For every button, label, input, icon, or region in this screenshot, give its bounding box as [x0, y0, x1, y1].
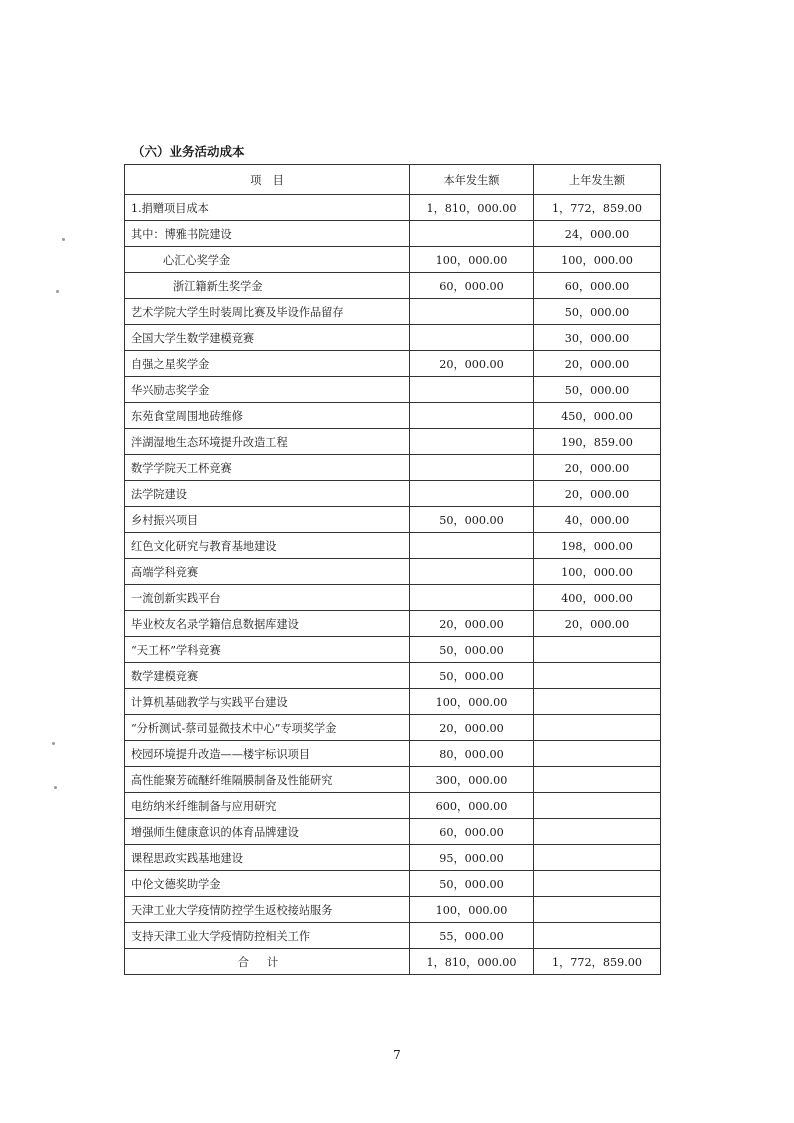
table-row [125, 273, 661, 299]
row-item-name: 红色文化研究与教育基地建设 [125, 533, 410, 559]
row-item-name: 毕业校友名录学籍信息数据库建设 [125, 611, 410, 637]
row-previous-amount [534, 897, 661, 923]
row-item-name: 心汇心奖学金 [125, 247, 410, 273]
row-previous-amount [534, 663, 661, 689]
row-current-amount [410, 481, 534, 507]
row-current-amount: 20，000.00 [410, 611, 534, 637]
row-current-amount [410, 559, 534, 585]
row-current-amount: 100，000.00 [410, 247, 534, 273]
row-current-amount: 55，000.00 [410, 923, 534, 949]
table-row [125, 585, 661, 611]
row-current-amount: 50，000.00 [410, 637, 534, 663]
table-row [125, 923, 661, 949]
table-row [125, 299, 661, 325]
row-previous-amount [534, 819, 661, 845]
row-previous-amount: 20，000.00 [534, 351, 661, 377]
row-previous-amount [534, 689, 661, 715]
row-previous-amount: 100，000.00 [534, 559, 661, 585]
row-previous-amount: 20，000.00 [534, 455, 661, 481]
table-row [125, 377, 661, 403]
table-row [125, 559, 661, 585]
table-row [125, 845, 661, 871]
table-row [125, 793, 661, 819]
row-current-amount: 1，810，000.00 [410, 195, 534, 221]
table-row [125, 507, 661, 533]
table-header-row [125, 165, 661, 195]
row-previous-amount [534, 793, 661, 819]
row-previous-amount: 50，000.00 [534, 299, 661, 325]
row-item-name: 东苑食堂周围地砖维修 [125, 403, 410, 429]
row-item-name: 自强之星奖学金 [125, 351, 410, 377]
row-previous-amount: 198，000.00 [534, 533, 661, 559]
total-previous-amount: 1，772，859.00 [534, 949, 661, 975]
table-row [125, 325, 661, 351]
row-current-amount: 300，000.00 [410, 767, 534, 793]
row-item-name: 浙江籍新生奖学金 [125, 273, 410, 299]
header-previous-year: 上年发生额 [534, 165, 661, 195]
scan-speck [62, 238, 65, 241]
scan-speck [52, 742, 55, 745]
table-row [125, 455, 661, 481]
row-item-name: 乡村振兴项目 [125, 507, 410, 533]
header-current-year: 本年发生额 [410, 165, 534, 195]
page-number: 7 [393, 1048, 401, 1062]
row-current-amount: 60，000.00 [410, 819, 534, 845]
table-row [125, 689, 661, 715]
table-row [125, 247, 661, 273]
table-row [125, 741, 661, 767]
row-item-name: 全国大学生数学建模竞赛 [125, 325, 410, 351]
table-row [125, 221, 661, 247]
row-previous-amount: 40，000.00 [534, 507, 661, 533]
row-item-name: 校园环境提升改造——楼宇标识项目 [125, 741, 410, 767]
row-item-name: 天津工业大学疫情防控学生返校接站服务 [125, 897, 410, 923]
row-item-name: 计算机基础教学与实践平台建设 [125, 689, 410, 715]
row-item-name: 一流创新实践平台 [125, 585, 410, 611]
row-current-amount [410, 403, 534, 429]
row-previous-amount: 1，772，859.00 [534, 195, 661, 221]
total-current-amount: 1，810，000.00 [410, 949, 534, 975]
row-previous-amount: 50，000.00 [534, 377, 661, 403]
table-row [125, 429, 661, 455]
row-item-name: 其中：博雅书院建设 [125, 221, 410, 247]
row-previous-amount [534, 923, 661, 949]
total-row [125, 949, 661, 975]
row-item-name: 增强师生健康意识的体育品牌建设 [125, 819, 410, 845]
row-current-amount [410, 299, 534, 325]
row-previous-amount [534, 767, 661, 793]
row-item-name: 高端学科竞赛 [125, 559, 410, 585]
table-row [125, 819, 661, 845]
row-previous-amount: 190，859.00 [534, 429, 661, 455]
row-item-name: 高性能聚芳硫醚纤维隔膜制备及性能研究 [125, 767, 410, 793]
row-item-name: 华兴励志奖学金 [125, 377, 410, 403]
row-current-amount: 50，000.00 [410, 507, 534, 533]
row-item-name: 课程思政实践基地建设 [125, 845, 410, 871]
row-previous-amount: 20，000.00 [534, 481, 661, 507]
scan-speck [56, 290, 59, 293]
table-row [125, 897, 661, 923]
table-row [125, 637, 661, 663]
row-previous-amount: 100，000.00 [534, 247, 661, 273]
row-previous-amount [534, 871, 661, 897]
row-item-name: 中伦文德奖助学金 [125, 871, 410, 897]
row-previous-amount [534, 715, 661, 741]
row-previous-amount: 30，000.00 [534, 325, 661, 351]
row-previous-amount: 450，000.00 [534, 403, 661, 429]
row-current-amount: 20，000.00 [410, 715, 534, 741]
row-current-amount: 80，000.00 [410, 741, 534, 767]
row-current-amount: 100，000.00 [410, 897, 534, 923]
row-previous-amount [534, 741, 661, 767]
row-current-amount: 20，000.00 [410, 351, 534, 377]
table-row [125, 481, 661, 507]
total-label: 合计 [125, 949, 410, 975]
row-item-name: 1.捐赠项目成本 [125, 195, 410, 221]
row-previous-amount: 20，000.00 [534, 611, 661, 637]
row-current-amount: 100，000.00 [410, 689, 534, 715]
table-row [125, 611, 661, 637]
row-item-name: 数学学院天工杯竞赛 [125, 455, 410, 481]
table-row [125, 195, 661, 221]
row-current-amount: 95，000.00 [410, 845, 534, 871]
row-item-name: 法学院建设 [125, 481, 410, 507]
row-previous-amount [534, 845, 661, 871]
scan-speck [54, 786, 57, 789]
row-current-amount: 600，000.00 [410, 793, 534, 819]
header-item: 项 目 [125, 165, 410, 195]
table-row [125, 715, 661, 741]
row-current-amount [410, 429, 534, 455]
table-row [125, 403, 661, 429]
table-row [125, 351, 661, 377]
row-item-name: 数学建模竞赛 [125, 663, 410, 689]
row-previous-amount: 60，000.00 [534, 273, 661, 299]
row-item-name: 支持天津工业大学疫情防控相关工作 [125, 923, 410, 949]
section-title: （六）业务活动成本 [132, 144, 245, 159]
row-current-amount [410, 221, 534, 247]
table-row [125, 871, 661, 897]
row-previous-amount [534, 637, 661, 663]
table-row [125, 533, 661, 559]
row-current-amount [410, 455, 534, 481]
row-previous-amount: 400，000.00 [534, 585, 661, 611]
row-current-amount: 50，000.00 [410, 871, 534, 897]
row-item-name: “天工杯”学科竞赛 [125, 637, 410, 663]
row-previous-amount: 24，000.00 [534, 221, 661, 247]
row-current-amount: 50，000.00 [410, 663, 534, 689]
row-item-name: 泮湖湿地生态环境提升改造工程 [125, 429, 410, 455]
row-current-amount: 60，000.00 [410, 273, 534, 299]
table-row [125, 663, 661, 689]
row-current-amount [410, 325, 534, 351]
row-item-name: 艺术学院大学生时装周比赛及毕设作品留存 [125, 299, 410, 325]
row-current-amount [410, 533, 534, 559]
row-current-amount [410, 585, 534, 611]
row-current-amount [410, 377, 534, 403]
row-item-name: “分析测试-蔡司显微技术中心”专项奖学金 [125, 715, 410, 741]
table-row [125, 767, 661, 793]
business-activity-cost-table [124, 164, 661, 975]
row-item-name: 电纺纳米纤维制备与应用研究 [125, 793, 410, 819]
